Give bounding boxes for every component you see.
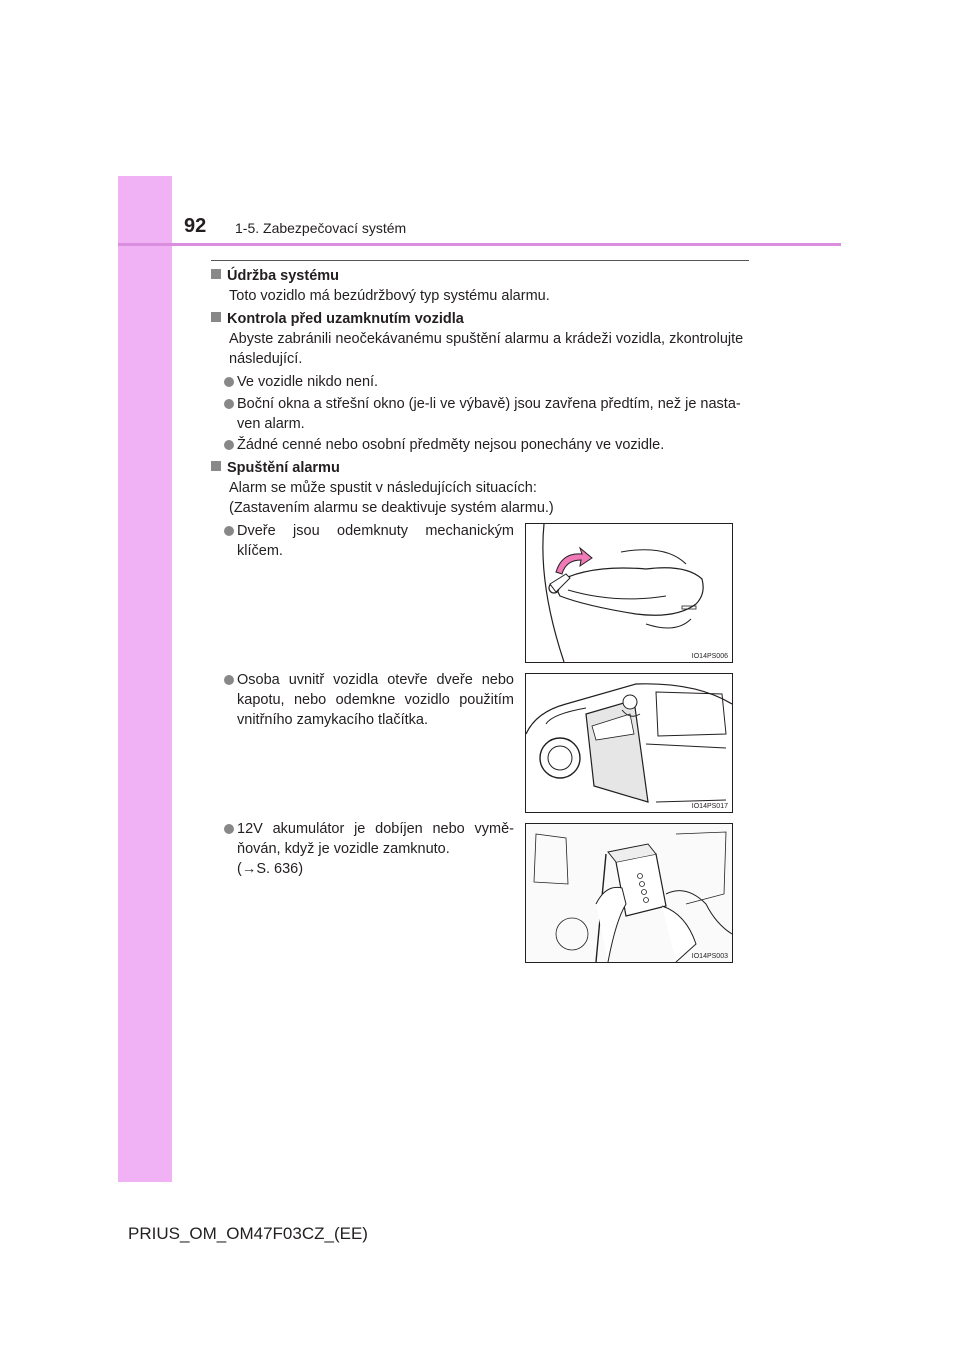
list-item: 12V akumulátor je dobíjen nebo vymě-ňován, když je vozidle zamknuto. (→S. 636) bbox=[224, 819, 514, 879]
list-item: Osoba uvnitř vozidla otevře dveře nebo kapotu, nebo odemkne vozidlo použitím vnitřního zamykacího tlačítka. bbox=[224, 670, 514, 730]
figure-battery bbox=[525, 823, 733, 963]
body-text: Alarm se může spustit v následujících situacích: bbox=[229, 480, 537, 496]
figure-code: IO14PS006 bbox=[691, 653, 728, 660]
content-rule bbox=[211, 260, 749, 261]
figure-car-door bbox=[525, 673, 733, 813]
heading: Kontrola před uzamknutím vozidla bbox=[227, 311, 464, 327]
square-bullet-icon bbox=[211, 269, 221, 279]
bullet-dot-icon bbox=[224, 377, 234, 387]
section-maintenance bbox=[211, 266, 550, 306]
heading: Údržba systému bbox=[227, 268, 340, 284]
footer-code: PRIUS_OM_OM47F03CZ_(EE) bbox=[128, 1224, 368, 1243]
list-item: Žádné cenné nebo osobní předměty nejsou ponechány ve vozidle. bbox=[224, 435, 749, 455]
bullet-dot-icon bbox=[224, 440, 234, 450]
square-bullet-icon bbox=[211, 312, 221, 322]
body-text: (Zastavením alarmu se deaktivuje systém alarmu.) bbox=[229, 500, 554, 516]
bullet-dot-icon bbox=[224, 824, 234, 834]
figure-code: IO14PS017 bbox=[691, 803, 728, 810]
header-rule bbox=[118, 243, 841, 246]
section-trigger bbox=[211, 458, 751, 518]
list-item: Ve vozidle nikdo není. bbox=[224, 372, 749, 392]
body-text: Toto vozidlo má bezúdržbový typ systému alarmu. bbox=[229, 288, 550, 304]
bullet-dot-icon bbox=[224, 526, 234, 536]
car-door-illustration bbox=[526, 674, 732, 812]
list-item: Boční okna a střešní okno (je-li ve výbavě) jsou zavřena předtím, než je nasta-ven alarm. bbox=[224, 394, 751, 434]
page-number: 92 bbox=[184, 215, 207, 237]
bullet-dot-icon bbox=[224, 399, 234, 409]
figure-door-key bbox=[525, 523, 733, 663]
heading: Spuštění alarmu bbox=[227, 460, 340, 476]
square-bullet-icon bbox=[211, 461, 221, 471]
figure-code: IO14PS003 bbox=[691, 953, 728, 960]
section-title: 1-5. Zabezpečovací systém bbox=[235, 220, 407, 236]
door-handle-illustration bbox=[526, 524, 732, 662]
body-text: Abyste zabránili neočekávanému spuštění alarmu a krádeži vozidla, zkontrolujte následující. bbox=[229, 331, 744, 367]
side-tab bbox=[118, 176, 172, 1182]
bullet-dot-icon bbox=[224, 675, 234, 685]
list-item: Dveře jsou odemknuty mechanickým klíčem. bbox=[224, 521, 514, 561]
battery-illustration bbox=[526, 824, 732, 962]
section-check bbox=[211, 309, 751, 369]
